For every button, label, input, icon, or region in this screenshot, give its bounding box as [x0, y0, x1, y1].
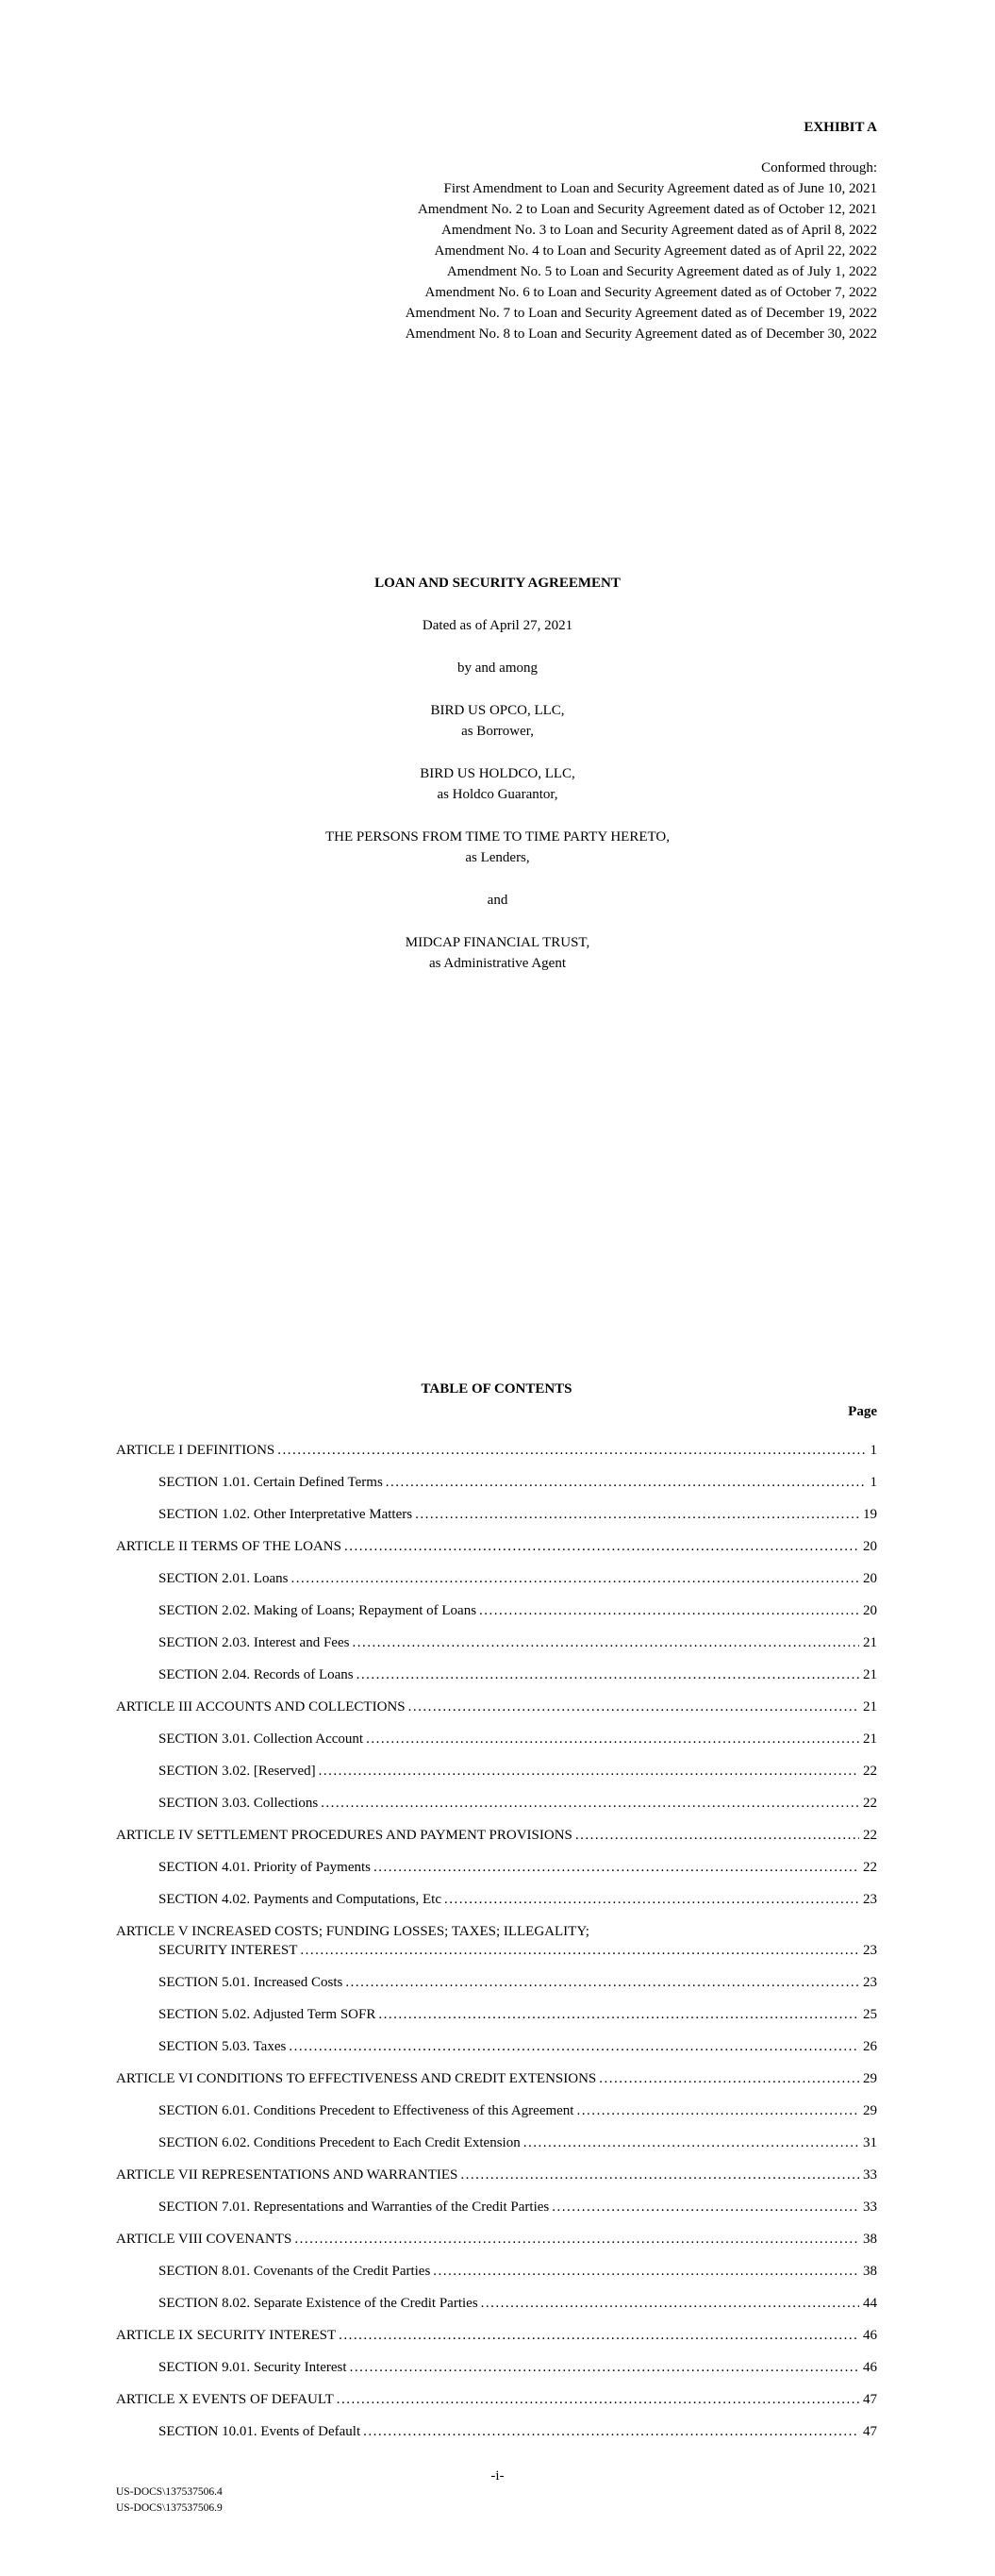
- toc-entry: [116, 2031, 877, 2063]
- document-title: LOAN AND SECURITY AGREEMENT: [374, 576, 621, 591]
- toc-entry-text: ARTICLE X EVENTS OF DEFAULT: [116, 2392, 334, 2407]
- toc-dot-leader: [481, 2287, 859, 2319]
- toc-entry: [116, 2416, 877, 2448]
- amendment-line: Amendment No. 6 to Loan and Security Agreement dated as of October 7, 2022: [424, 285, 877, 300]
- toc-heading: TABLE OF CONTENTS: [421, 1381, 572, 1397]
- conformed-through-label: Conformed through:: [761, 160, 877, 176]
- toc-dot-leader: [289, 2031, 859, 2063]
- toc-entry-page: 20: [863, 1539, 877, 1554]
- amendment-line: Amendment No. 2 to Loan and Security Agreement dated as of October 12, 2021: [418, 202, 877, 217]
- and-label: and: [487, 893, 508, 908]
- header-block: [116, 117, 877, 344]
- toc-entry-text: SECTION 2.04. Records of Loans: [158, 1667, 354, 1682]
- toc-dot-leader: [350, 2351, 859, 2384]
- title-block: [0, 573, 995, 995]
- amendment-line: Amendment No. 4 to Loan and Security Agreement dated as of April 22, 2022: [434, 243, 877, 259]
- toc-entry-page: 33: [863, 2167, 877, 2183]
- toc-entries: [116, 1434, 877, 2448]
- toc-dot-leader: [277, 1434, 866, 1466]
- toc-dot-leader: [339, 2319, 859, 2351]
- exhibit-label: EXHIBIT A: [804, 120, 877, 135]
- toc-entry-page: 22: [863, 1828, 877, 1843]
- toc-entry: [116, 1691, 877, 1723]
- toc-dot-leader: [552, 2191, 859, 2223]
- toc-entry-text: SECTION 3.01. Collection Account: [158, 1731, 364, 1747]
- toc-entry-page: 26: [863, 2039, 877, 2054]
- toc-dot-leader: [378, 1999, 859, 2031]
- doc-id-list: [116, 2484, 223, 2517]
- toc-entry: [116, 2127, 877, 2159]
- toc-dot-leader: [319, 1755, 859, 1787]
- agent-name: MIDCAP FINANCIAL TRUST,: [405, 935, 590, 950]
- toc-entry-page: 21: [863, 1731, 877, 1747]
- toc-entry-page: 46: [863, 2328, 877, 2343]
- toc-entry: [116, 1595, 877, 1627]
- parties-list: [0, 700, 995, 868]
- toc-entry-page: 1: [870, 1443, 877, 1458]
- toc-entry: [116, 2255, 877, 2287]
- toc-entry-page: 21: [863, 1699, 877, 1715]
- amendment-line: Amendment No. 3 to Loan and Security Agreement dated as of April 8, 2022: [441, 223, 877, 238]
- toc-entry-page: 22: [863, 1796, 877, 1811]
- toc-entry-text: ARTICLE II TERMS OF THE LOANS: [116, 1539, 341, 1554]
- agent-group: [0, 932, 995, 974]
- toc-entry-text: ARTICLE VI CONDITIONS TO EFFECTIVENESS AND CREDIT EXTENSIONS: [116, 2071, 597, 2086]
- toc-entry-page: 23: [863, 1975, 877, 1990]
- toc-entry-text: SECTION 1.02. Other Interpretative Matters: [158, 1507, 413, 1522]
- toc-dot-leader: [352, 1627, 859, 1659]
- toc-entry-page: 22: [863, 1764, 877, 1779]
- amendment-line: Amendment No. 5 to Loan and Security Agreement dated as of July 1, 2022: [446, 264, 877, 279]
- toc-entry-text: SECTION 4.02. Payments and Computations, Etc: [158, 1892, 441, 1907]
- toc-entry-page: 47: [863, 2392, 877, 2407]
- toc-entry-text: SECTION 6.01. Conditions Precedent to Effectiveness of this Agreement: [158, 2103, 574, 2118]
- doc-id-line: US-DOCS\137537506.4: [116, 2486, 223, 2498]
- toc-entry-page: 19: [863, 1507, 877, 1522]
- toc-dot-leader: [344, 1531, 859, 1563]
- toc-entry-text: ARTICLE III ACCOUNTS AND COLLECTIONS: [116, 1699, 406, 1715]
- toc-entry-text: ARTICLE VII REPRESENTATIONS AND WARRANTIES: [116, 2167, 458, 2183]
- amendments-list: [116, 178, 877, 344]
- toc-dot-leader: [357, 1659, 859, 1691]
- by-and-among-line: by and among: [457, 661, 538, 676]
- toc-dot-leader: [386, 1466, 867, 1498]
- toc-entry: [116, 1966, 877, 1999]
- toc-dot-leader: [373, 1851, 859, 1883]
- toc-entry-text: ARTICLE VIII COVENANTS: [116, 2232, 292, 2247]
- toc-entry-text: SECTION 2.01. Loans: [158, 1571, 289, 1586]
- toc-entry-page: 29: [863, 2071, 877, 2086]
- toc-entry-page: 44: [863, 2296, 877, 2311]
- doc-id-line: US-DOCS\137537506.9: [116, 2502, 223, 2514]
- toc-dot-leader: [408, 1691, 859, 1723]
- toc-dot-leader: [576, 2095, 859, 2127]
- toc-entry-page: 23: [863, 1892, 877, 1907]
- toc-entry: [116, 1498, 877, 1531]
- toc-entry-text: SECTION 8.01. Covenants of the Credit Parties: [158, 2264, 431, 2279]
- party-name: BIRD US OPCO, LLC,: [430, 703, 565, 718]
- toc-entry-page: 20: [863, 1571, 877, 1586]
- toc-entry: [116, 1659, 877, 1691]
- toc-entry-page: 46: [863, 2360, 877, 2375]
- toc-entry-text: SECTION 4.01. Priority of Payments: [158, 1860, 371, 1875]
- toc-entry: [116, 1851, 877, 1883]
- toc-entry-page: 21: [863, 1635, 877, 1650]
- party-role: as Borrower,: [461, 724, 534, 739]
- toc-entry-page: 29: [863, 2103, 877, 2118]
- amendment-line: First Amendment to Loan and Security Agreement dated as of June 10, 2021: [443, 181, 877, 196]
- party-role: as Lenders,: [465, 850, 530, 865]
- toc-entry: [116, 2095, 877, 2127]
- toc-dot-leader: [460, 2159, 859, 2191]
- amendment-line: Amendment No. 7 to Loan and Security Agreement dated as of December 19, 2022: [405, 306, 877, 321]
- toc-dot-leader: [575, 1819, 859, 1851]
- toc-entry-page: 1: [870, 1475, 877, 1490]
- toc-entry-page: 23: [863, 1943, 877, 1958]
- agent-role: as Administrative Agent: [429, 956, 566, 971]
- toc-dot-leader: [433, 2255, 859, 2287]
- toc-dot-leader: [300, 1934, 859, 1966]
- toc-dot-leader: [291, 1563, 860, 1595]
- toc-dot-leader: [294, 2223, 859, 2255]
- toc-entry-page: 47: [863, 2424, 877, 2439]
- footer-page-number: -i-: [490, 2468, 505, 2484]
- toc-entry: [116, 1723, 877, 1755]
- party-group: [0, 763, 995, 805]
- toc-dot-leader: [321, 1787, 859, 1819]
- toc-entry: [116, 2063, 877, 2095]
- toc-entry-text: ARTICLE IV SETTLEMENT PROCEDURES AND PAYMENT PROVISIONS: [116, 1828, 572, 1843]
- toc-entry-text: SECTION 3.02. [Reserved]: [158, 1764, 316, 1779]
- toc-entry-text: SECTION 3.03. Collections: [158, 1796, 319, 1811]
- toc-entry: [116, 1883, 877, 1915]
- toc-entry: [116, 1466, 877, 1498]
- toc-dot-leader: [523, 2127, 859, 2159]
- toc-entry-page: 25: [863, 2007, 877, 2022]
- toc-entry: [116, 1531, 877, 1563]
- toc-entry-text: SECTION 5.02. Adjusted Term SOFR: [158, 2007, 376, 2022]
- toc-entry-text: ARTICLE IX SECURITY INTEREST: [116, 2328, 337, 2343]
- toc-entry: [116, 2351, 877, 2384]
- party-name: THE PERSONS FROM TIME TO TIME PARTY HERETO,: [325, 829, 670, 845]
- toc-entry: [116, 2384, 877, 2416]
- toc-entry: [116, 2159, 877, 2191]
- toc-entry: [116, 1787, 877, 1819]
- toc-entry-text: SECTION 7.01. Representations and Warranties of the Credit Parties: [158, 2200, 550, 2215]
- toc-entry: [116, 1755, 877, 1787]
- table-of-contents: [116, 1379, 877, 2448]
- toc-entry-page: 33: [863, 2200, 877, 2215]
- toc-entry: [116, 2287, 877, 2319]
- toc-entry: [116, 2191, 877, 2223]
- toc-dot-leader: [337, 2384, 859, 2416]
- toc-entry: [116, 1819, 877, 1851]
- toc-entry: [116, 1934, 877, 1966]
- toc-entry-text: SECTION 8.02. Separate Existence of the Credit Parties: [158, 2296, 478, 2311]
- toc-dot-leader: [444, 1883, 859, 1915]
- toc-entry: [116, 2223, 877, 2255]
- toc-dot-leader: [366, 1723, 859, 1755]
- toc-page-label: Page: [848, 1404, 877, 1419]
- party-group: [0, 827, 995, 868]
- party-name: BIRD US HOLDCO, LLC,: [420, 766, 575, 781]
- toc-dot-leader: [363, 2416, 859, 2448]
- toc-entry-text: SECTION 2.03. Interest and Fees: [158, 1635, 350, 1650]
- toc-entry-page: 31: [863, 2135, 877, 2150]
- toc-entry-text: SECTION 2.02. Making of Loans; Repayment of Loans: [158, 1603, 477, 1618]
- toc-entry: [116, 1627, 877, 1659]
- toc-entry-page: 38: [863, 2232, 877, 2247]
- toc-dot-leader: [415, 1498, 859, 1531]
- toc-entry: [116, 1434, 877, 1466]
- toc-entry-text: ARTICLE I DEFINITIONS: [116, 1443, 275, 1458]
- toc-entry-page: 38: [863, 2264, 877, 2279]
- toc-entry-text: SECTION 6.02. Conditions Precedent to Each Credit Extension: [158, 2135, 521, 2150]
- toc-dot-leader: [345, 1966, 859, 1999]
- toc-entry-text: SECURITY INTEREST: [158, 1943, 298, 1958]
- toc-entry-text: SECTION 5.03. Taxes: [158, 2039, 287, 2054]
- toc-entry-text: SECTION 1.01. Certain Defined Terms: [158, 1475, 383, 1490]
- toc-dot-leader: [479, 1595, 859, 1627]
- toc-entry-text: SECTION 9.01. Security Interest: [158, 2360, 347, 2375]
- toc-entry-text: SECTION 5.01. Increased Costs: [158, 1975, 343, 1990]
- toc-dot-leader: [599, 2063, 859, 2095]
- toc-entry-text: SECTION 10.01. Events of Default: [158, 2424, 361, 2439]
- party-group: [0, 700, 995, 742]
- toc-entry-page: 20: [863, 1603, 877, 1618]
- dated-line: Dated as of April 27, 2021: [422, 618, 573, 633]
- toc-entry-page: 22: [863, 1860, 877, 1875]
- toc-entry-page: 21: [863, 1667, 877, 1682]
- toc-entry: [116, 2319, 877, 2351]
- amendment-line: Amendment No. 8 to Loan and Security Agreement dated as of December 30, 2022: [405, 326, 877, 342]
- toc-entry: [116, 1563, 877, 1595]
- party-role: as Holdco Guarantor,: [437, 787, 558, 802]
- toc-entry: [116, 1999, 877, 2031]
- toc-entry-text: ARTICLE V INCREASED COSTS; FUNDING LOSSES; TAXES; ILLEGALITY;: [116, 1924, 589, 1939]
